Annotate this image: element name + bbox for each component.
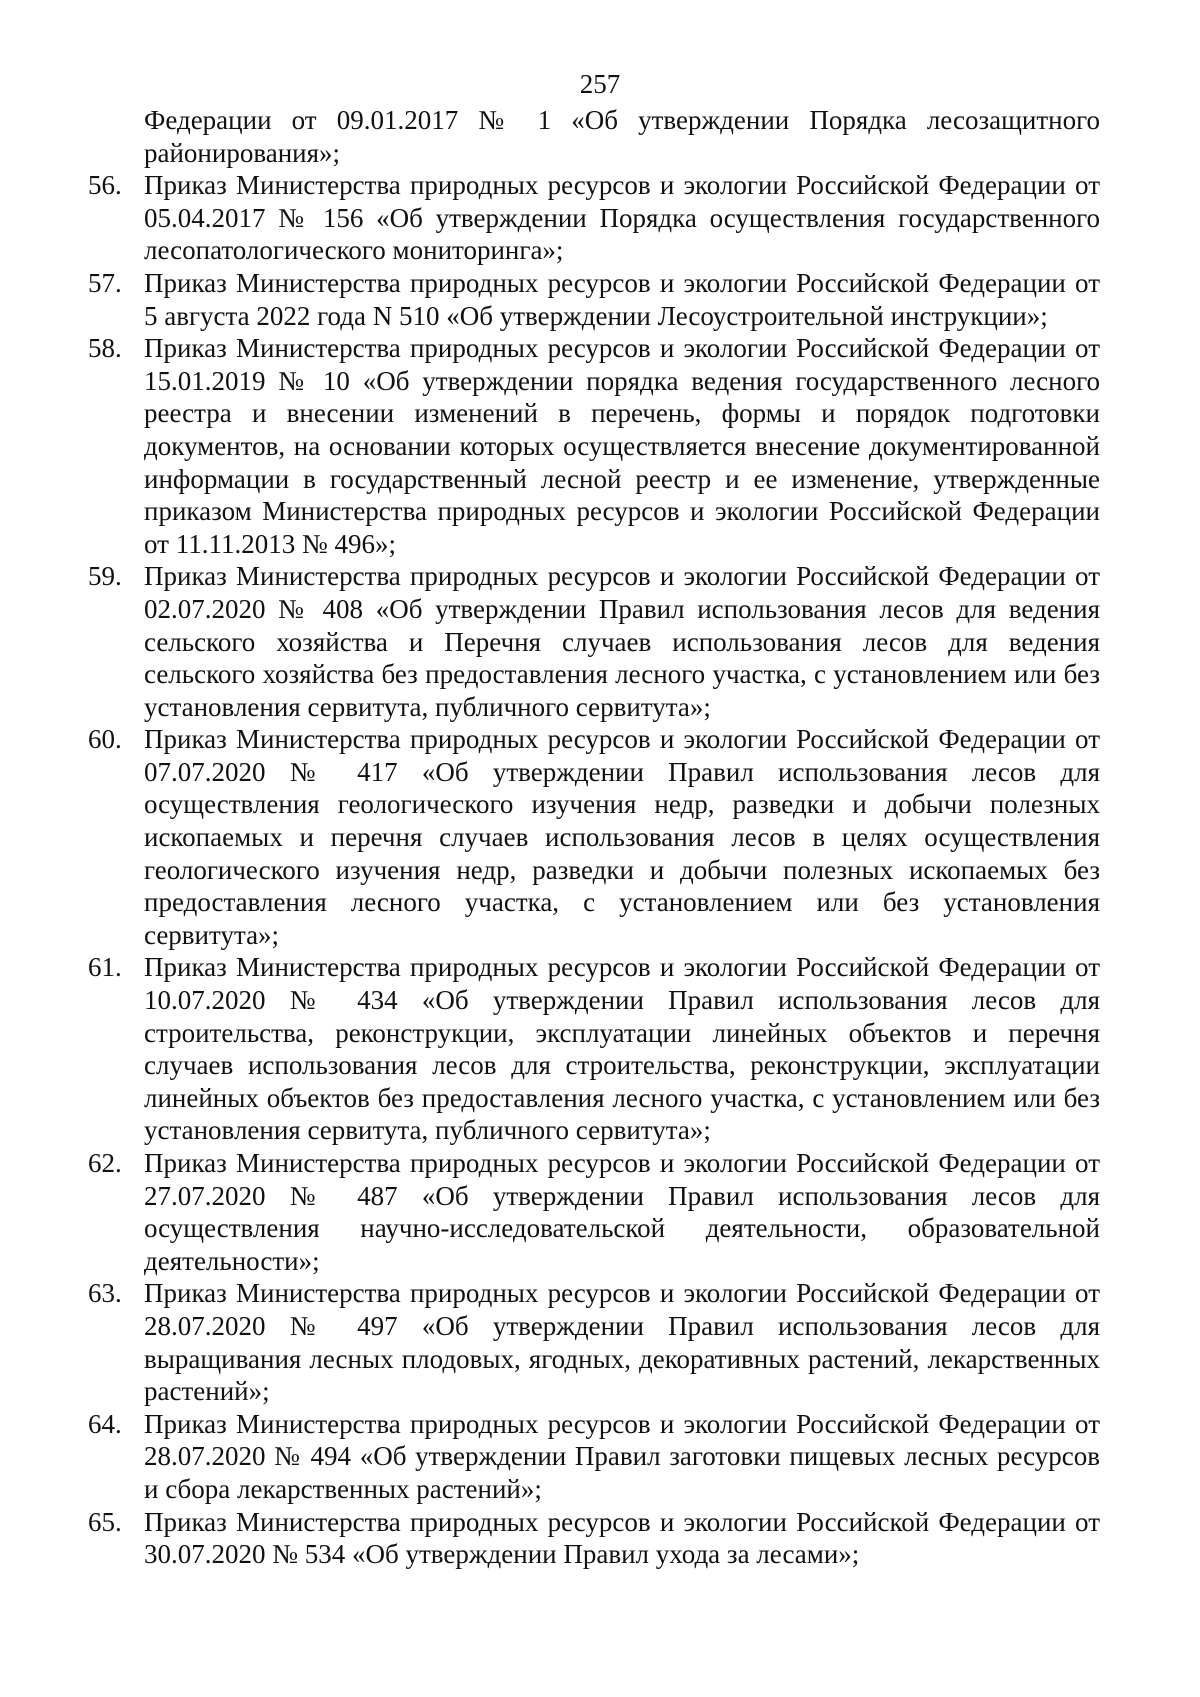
list-item-58 xyxy=(88,332,1100,560)
list-item-text: Приказ Министерства природных ресурсов и экологии Российской Федерации от 5 августа 2022 года N 510 «Об утверждении Лесоустроительной инструкции»; xyxy=(144,267,1100,331)
list-item-number: 56. xyxy=(88,170,122,201)
list-item-59 xyxy=(88,560,1100,723)
list-item-text: Приказ Министерства природных ресурсов и экологии Российской Федерации от 27.07.2020 № 487 «Об утверждении Правил использования лесов для осуществления научно-исследовательской деятельности, образовательной деятельности»; xyxy=(144,1148,1100,1276)
list-item-61 xyxy=(88,951,1100,1147)
continued-item-text: Федерации от 09.01.2017 № 1 «Об утверждении Порядка лесозащитного районирования»; xyxy=(144,105,1100,168)
list-item-57 xyxy=(88,267,1100,332)
list-item-number: 57. xyxy=(88,267,122,298)
list-item-text: Приказ Министерства природных ресурсов и экологии Российской Федерации от 30.07.2020 № 534 «Об утверждении Правил ухода за лесами»; xyxy=(144,1506,1100,1570)
list-item-text: Приказ Министерства природных ресурсов и экологии Российской Федерации от 07.07.2020 № 417 «Об утверждении Правил использования лесов для осуществления геологического изучения недр, разведки и добычи полезных ископаемых и перечня случаев использования лесов в целях осуществления геологического изучения недр, разведки и добычи полезных ископаемых без предоставления лесного участка, с установлением или без установления сервитута»; xyxy=(144,724,1100,950)
list-item-number: 65. xyxy=(88,1506,122,1537)
list-item-60 xyxy=(88,723,1100,951)
list-item-63 xyxy=(88,1277,1100,1407)
list-item-number: 62. xyxy=(88,1148,122,1178)
page-number: 257 xyxy=(579,69,621,99)
list-item-text: Приказ Министерства природных ресурсов и экологии Российской Федерации от 10.07.2020 № 434 «Об утверждении Правил использования лесов для строительства, реконструкции, эксплуатации линейных объектов и перечня случаев использования лесов для строительства, реконструкции, эксплуатации линейных объектов без предоставления лесного участка, с установлением или без установления сервитута, публичного сервитута»; xyxy=(144,952,1100,1146)
list-item-64 xyxy=(88,1408,1100,1506)
list-item-number: 58. xyxy=(88,333,122,364)
list-item-65 xyxy=(88,1506,1100,1571)
list-item-text: Приказ Министерства природных ресурсов и экологии Российской Федерации от 15.01.2019 № 10 «Об утверждении порядка ведения государственного лесного реестра и внесении изменений в перечень, формы и порядок подготовки документов, на основании которых осуществляется внесение документированной информации в государственный лесной реестр и ее изменение, утвержденные приказом Министерства природных ресурсов и экологии Российской Федерации от 11.11.2013 № 496»; xyxy=(144,333,1100,559)
list-item-number: 60. xyxy=(88,724,122,755)
list-item-62 xyxy=(88,1147,1100,1277)
list-item-text: Приказ Министерства природных ресурсов и экологии Российской Федерации от 02.07.2020 № 408 «Об утверждении Правил использования лесов для ведения сельского хозяйства и Перечня случаев использования лесов для ведения сельского хозяйства без предоставления лесного участка, с установлением или без установления сервитута, публичного сервитута»; xyxy=(144,561,1100,722)
list-item-number: 63. xyxy=(88,1278,122,1309)
list-item-number: 59. xyxy=(88,561,122,592)
list-item-text: Приказ Министерства природных ресурсов и экологии Российской Федерации от 05.04.2017 № 156 «Об утверждении Порядка осуществления государственного лесопатологического мониторинга»; xyxy=(144,170,1100,266)
list-item-text: Приказ Министерства природных ресурсов и экологии Российской Федерации от 28.07.2020 № 497 «Об утверждении Правил использования лесов для выращивания лесных плодовых, ягодных, декоративных растений, лекарственных растений»; xyxy=(144,1278,1100,1407)
list-item-56 xyxy=(88,169,1100,267)
list-item-number: 64. xyxy=(88,1408,122,1439)
continued-list-item xyxy=(88,104,1100,169)
legal-acts-list xyxy=(88,104,1100,1571)
list-item-number: 61. xyxy=(88,952,122,983)
list-item-text: Приказ Министерства природных ресурсов и экологии Российской Федерации от 28.07.2020 № 494 «Об утверждении Правил заготовки пищевых лесных ресурсов и сбора лекарственных растений»; xyxy=(144,1408,1100,1504)
